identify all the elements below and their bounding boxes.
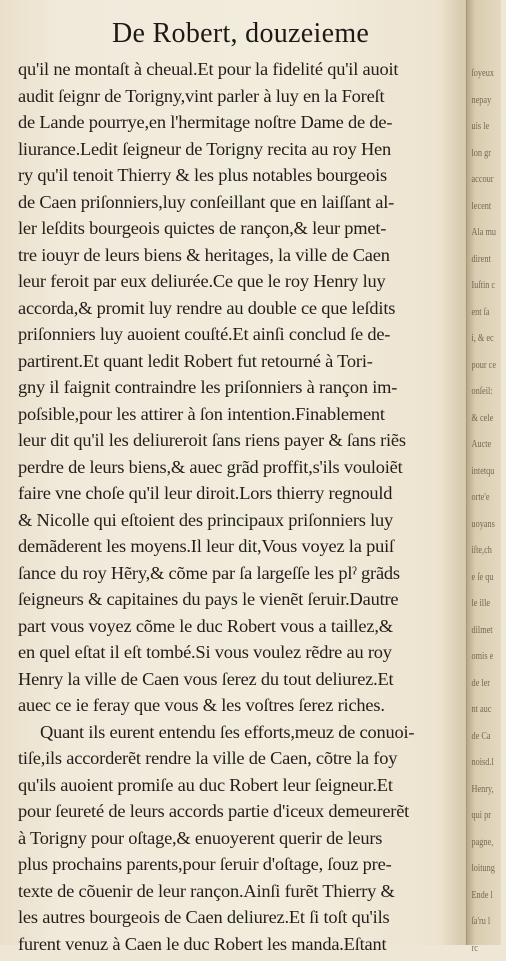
facing-page-fragment: de Ca [467,723,496,750]
text-line: ler leſdits bourgeois quictes de rançon,& leur pmet- [18,215,462,242]
facing-page-fragment: e ſe qu [467,564,496,591]
text-line: plus prochains parents,pour ſeruir d'oſtage, ſouz pre- [18,851,462,878]
facing-page-fragment: onſeil: [467,378,496,405]
text-line: audit ſeignr de Torigny,vint parler à luy en la Foreſt [18,83,462,110]
text-line: ſance du roy Hẽry,& cõme par ſa largeſſe les plˀ grãds [18,560,462,587]
facing-page-fragment: nt auc [467,696,496,723]
facing-page-fragment: de ler [467,670,496,697]
facing-page-fragment: i, & ec [467,325,496,352]
facing-page-fragment: le ille [467,590,496,617]
page-header-title: De Robert, douzeieme [112,18,369,50]
text-line: & Nicolle qui eſtoient des principaux priſonniers luy [18,507,462,534]
text-line: perdre de leurs biens,& auec grãd proffit,s'ils vouloiẽt [18,454,462,481]
facing-page-fragment: omis e [467,643,496,670]
facing-page-fragment: intetqu [467,458,496,485]
facing-page-fragment: ſa'ru l [467,908,496,935]
text-line: priſonniers luy auoient couſté.Et ainſi conclud ſe de- [18,321,462,348]
facing-page-fragment: iſte,ch [467,537,496,564]
body-text [18,56,462,957]
facing-page-fragment: Henry, [467,776,496,803]
text-line: part vous voyez cõme le duc Robert vous a taillez,& [18,613,462,640]
facing-page-fragment: uis le [467,113,496,140]
text-line: accorda,& promit luy rendre au double ce que leſdits [18,295,462,322]
facing-page-fragment: rc [467,935,496,961]
text-line: furent venuz à Caen le duc Robert les manda.Eſtant [18,931,462,958]
text-line: Henry la ville de Caen vous ſerez du tout deliurez.Et [18,666,462,693]
facing-page-fragment: ent ſa [467,299,496,326]
facing-page-fragment: lon gr [467,140,496,167]
text-line: de Caen priſonniers,luy conſeillant que en laiſſant al- [18,189,462,216]
facing-page-fragment: dilmet [467,617,496,644]
facing-page-fragment: Aucte [467,431,496,458]
text-line: liurance.Ledit ſeigneur de Torigny recita au roy Hen [18,136,462,163]
text-line: auec ce ie feray que vous & les voſtres ſerez riches. [18,692,462,719]
text-line: partirent.Et quant ledit Robert fut retourné à Tori- [18,348,462,375]
text-line: qu'ils auoient promiſe au duc Robert leur ſeigneur.Et [18,772,462,799]
text-line: en quel eſtat il eſt tombé.Si vous voulez rẽdre au roy [18,639,462,666]
facing-page-fragment: orte'e [467,484,496,511]
text-line: leur feroit par eux deliurée.Ce que le roy Henry luy [18,268,462,295]
facing-page-fragment: Ende l [467,882,496,909]
facing-page-edge [466,0,501,945]
text-line: tiſe,ils accorderẽt rendre la ville de Caen, cõtre la foy [18,745,462,772]
text-line: pour ſeureté de leurs accords partie d'iceux demeurerẽt [18,798,462,825]
facing-page-fragment: ſoyeux [467,60,496,87]
text-line: leur dit qu'il les deliureroit ſans riens payer & ſans riẽs [18,427,462,454]
facing-page-fragment: Ala mu [467,219,496,246]
facing-page-fragment: accour [467,166,496,193]
text-line: à Torigny pour oſtage,& enuoyerent querir de leurs [18,825,462,852]
text-line: demãderent les moyens.Il leur dit,Vous voyez la puiſ [18,533,462,560]
text-line: les autres bourgeois de Caen deliurez.Et ſi toſt qu'ils [18,904,462,931]
text-line: tre iouyr de leurs biens & heritages, la ville de Caen [18,242,462,269]
text-line: qu'il ne montaſt à cheual.Et pour la fidelité qu'il auoit [18,56,462,83]
facing-page-fragment: loitung [467,855,496,882]
text-line: texte de cõuenir de leur rançon.Ainſi furẽt Thierry & [18,878,462,905]
text-line: gny il faignit contraindre les priſonniers à rançon im- [18,374,462,401]
text-line: de Lande pourrye,en l'hermitage noſtre Dame de de- [18,109,462,136]
facing-page-fragment: lecent [467,193,496,220]
facing-page-fragment: noisd.l [467,749,496,776]
text-line: ry qu'il tenoit Thierry & les plus notables bourgeois [18,162,462,189]
facing-page-fragment: nepay [467,87,496,114]
facing-page-fragment: pagne, [467,829,496,856]
text-line: poſsible,pour les attirer à ſon intention.Finablement [18,401,462,428]
facing-page-fragment: Iuſtin c [467,272,496,299]
facing-page-fragment: pour ce [467,352,496,379]
facing-page-fragment: qui pr [467,802,496,829]
text-line: faire vne choſe qu'il leur diroit.Lors thierry regnould [18,480,462,507]
text-line: ſeigneurs & capitaines du pays le vienẽt ſeruir.Dautre [18,586,462,613]
facing-page-fragment: uoyans [467,511,496,538]
facing-page-fragments [467,60,506,961]
text-line: Quant ils eurent entendu ſes efforts,meuz de conuoi- [18,719,462,746]
facing-page-fragment: & cele [467,405,496,432]
facing-page-fragment: dirent [467,246,496,273]
